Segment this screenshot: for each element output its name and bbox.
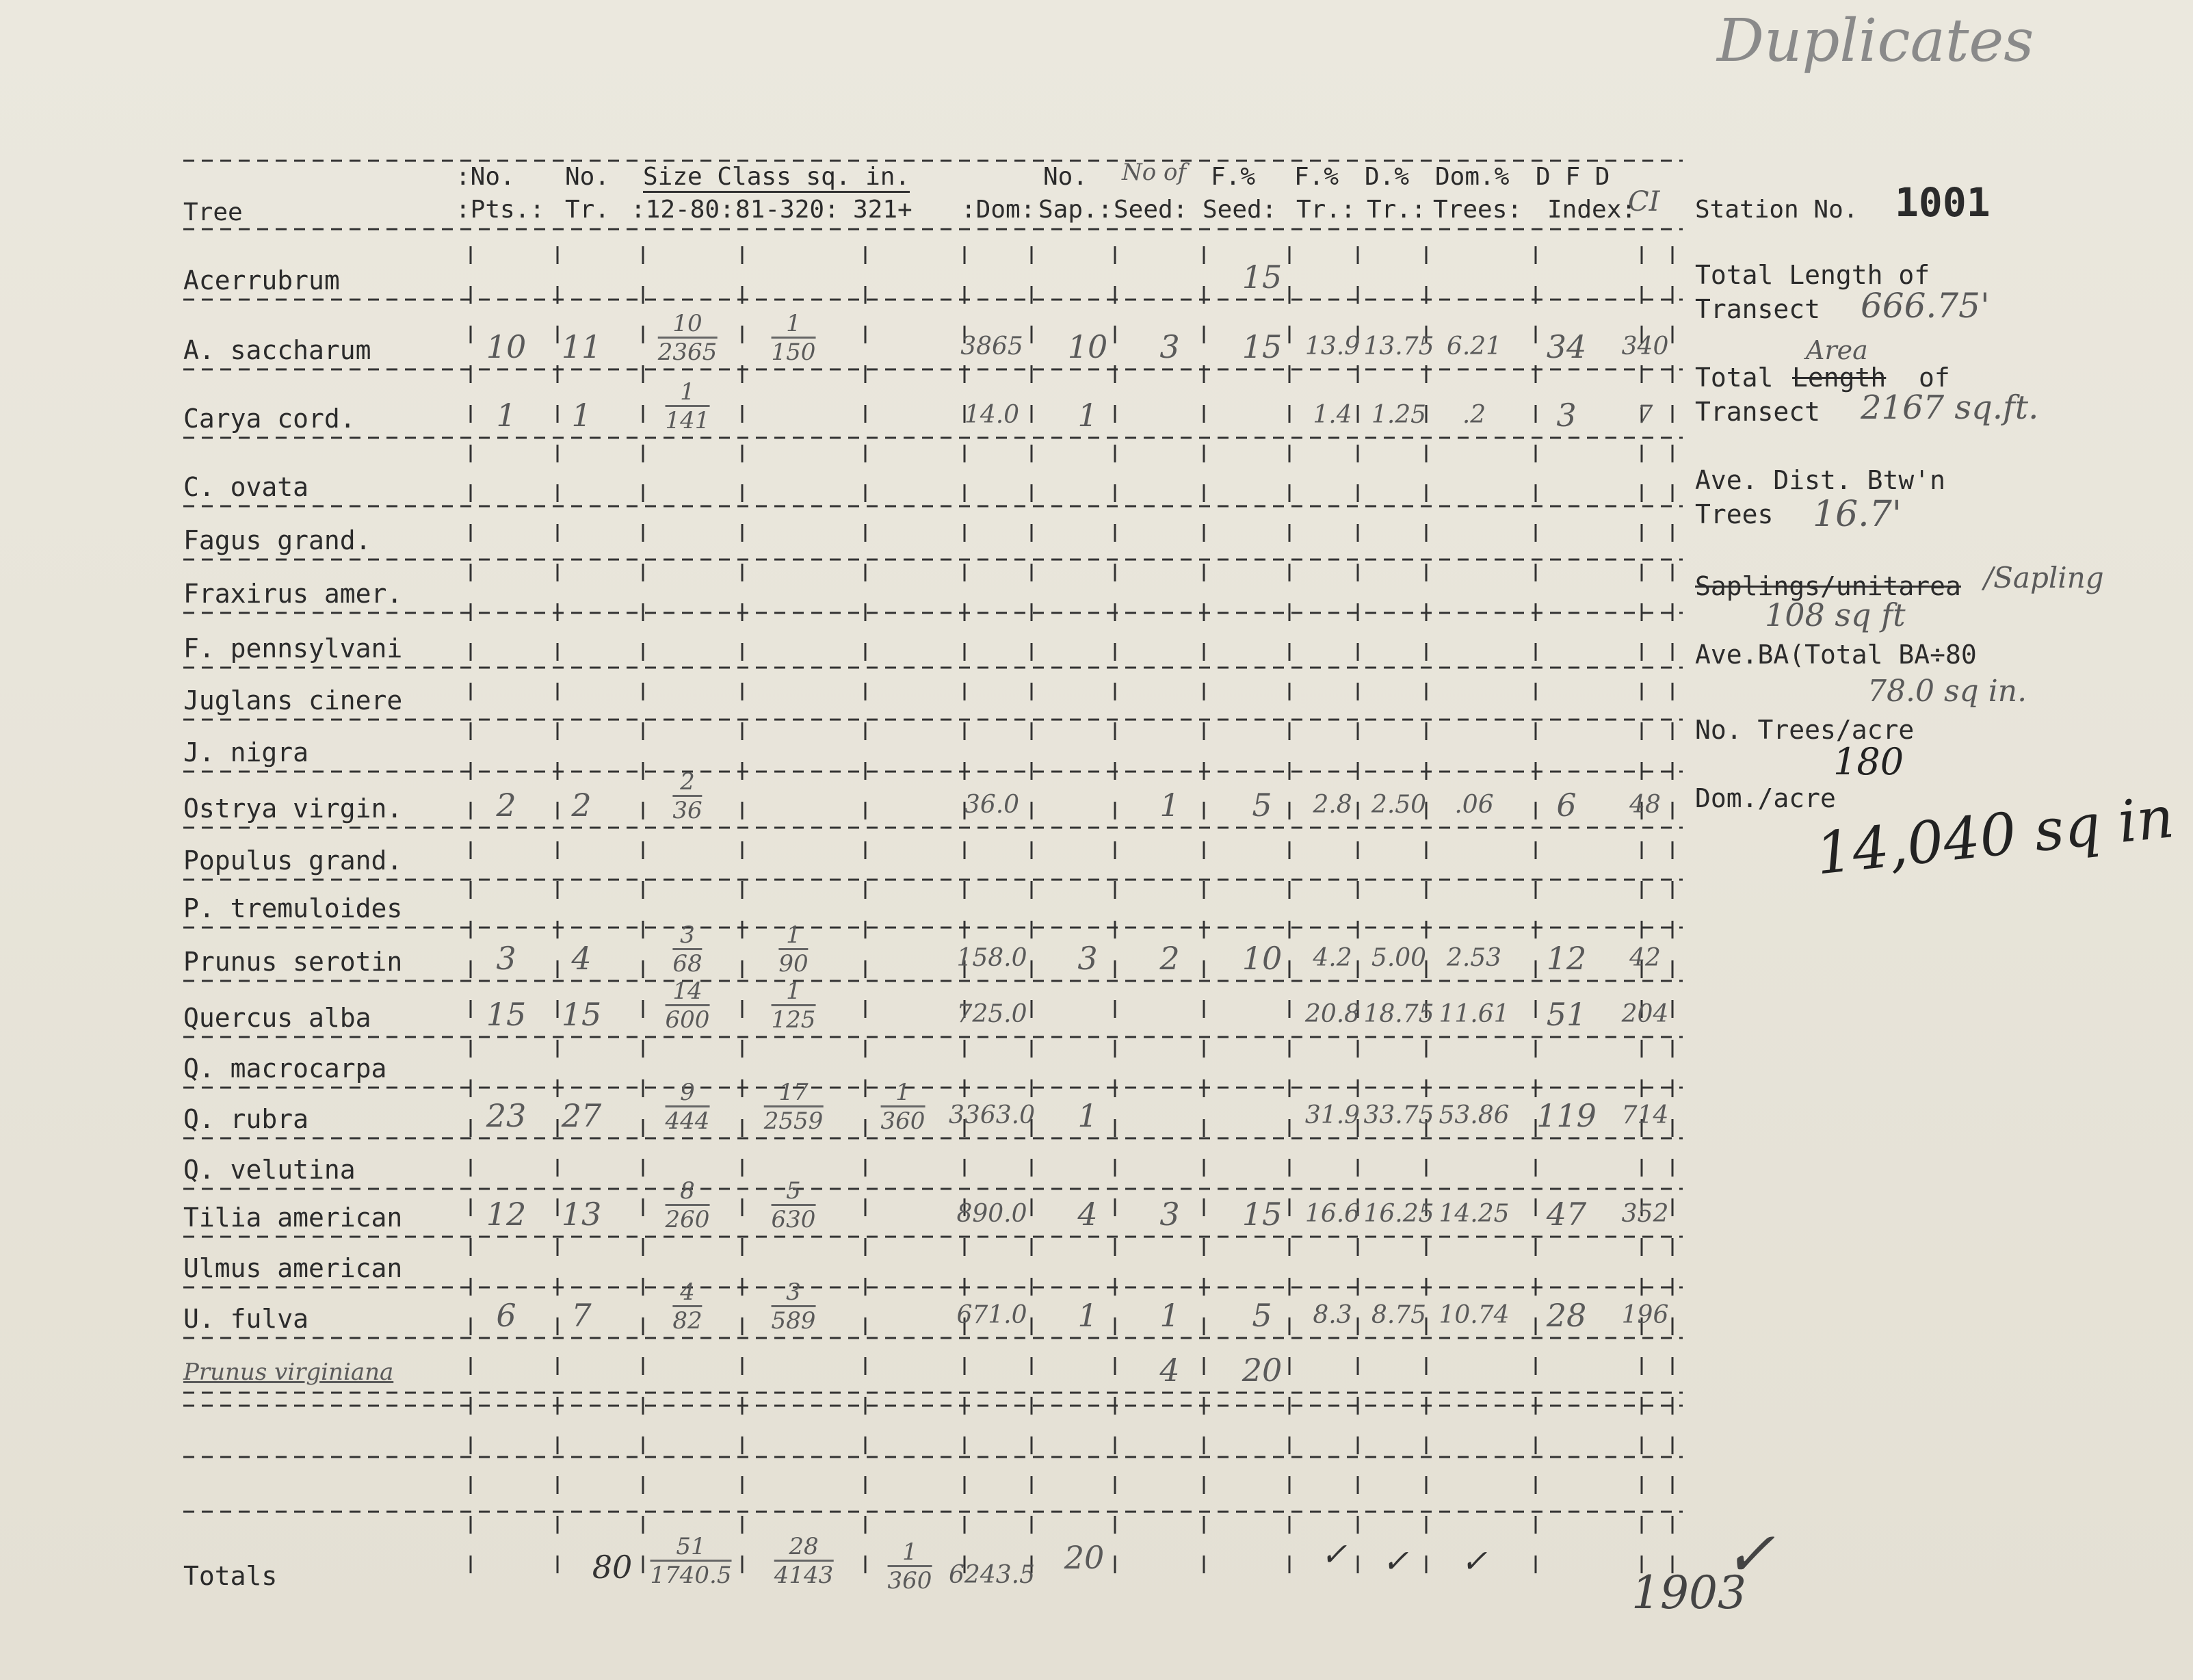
totals-bottom-check: ✓ xyxy=(1724,1519,1776,1590)
fraction-area: 150 xyxy=(771,339,816,366)
size-class-fraction xyxy=(772,1279,816,1335)
fraction-area: 36 xyxy=(672,797,702,824)
header-f-seed-1: F.% xyxy=(1211,163,1256,191)
row-label: Fraxirus amer. xyxy=(183,579,403,609)
size-class-fraction xyxy=(881,1079,925,1135)
fraction-count: 4 xyxy=(672,1279,702,1307)
totals-tr: 80 xyxy=(592,1549,633,1586)
cell-ci: 42 xyxy=(1629,944,1661,972)
cell-d-tr: 33.75 xyxy=(1363,1101,1434,1129)
row-label: P. tremuloides xyxy=(183,893,403,923)
header-f-seed-2: Seed: xyxy=(1203,196,1277,224)
header-dfd-2: Index: xyxy=(1547,196,1637,224)
row-label: J. nigra xyxy=(183,737,309,767)
cell-ci: 196 xyxy=(1621,1301,1669,1329)
cell-sap: 4 xyxy=(1077,1196,1098,1233)
fraction-area: 90 xyxy=(778,950,809,977)
trees-acre-value: 180 xyxy=(1833,740,1904,783)
area-label-struck: Length xyxy=(1792,363,1887,393)
cell-dom: 14.0 xyxy=(964,401,1020,429)
header-tree: Tree xyxy=(183,198,243,226)
cell-dom: 890.0 xyxy=(956,1200,1027,1228)
saplings-insert: /Sapling xyxy=(1984,561,2104,594)
cell-f-seed: 15 xyxy=(1242,1196,1283,1233)
header-dfd-1: D F D xyxy=(1536,163,1610,191)
header-d-tr-2: Tr.: xyxy=(1367,196,1426,224)
row-label: Populus grand. xyxy=(183,845,403,876)
fraction-count: 1 xyxy=(666,379,710,407)
area-label-2: of xyxy=(1919,363,1950,393)
row-label: Ulmus american xyxy=(183,1253,403,1283)
cell-sap: 10 xyxy=(1067,328,1108,365)
fraction-area: 82 xyxy=(672,1307,702,1335)
cell-f-tr: 13.9 xyxy=(1304,332,1361,360)
cell-dfd: 51 xyxy=(1546,996,1587,1033)
header-size-321: 321+ xyxy=(853,196,912,224)
cell-pts: 2 xyxy=(496,787,516,824)
cell-tr: 7 xyxy=(571,1297,592,1334)
row-label: Carya cord. xyxy=(183,404,356,434)
cell-dfd: 119 xyxy=(1536,1097,1597,1134)
cell-d-tr: 16.25 xyxy=(1363,1200,1434,1228)
header-tr-2: Tr. xyxy=(565,196,610,224)
cell-d-tr: 1.25 xyxy=(1371,401,1427,429)
totals-s3-area: 360 xyxy=(887,1567,932,1594)
header-sap-2: Sap.: xyxy=(1038,196,1113,224)
totals-size-small xyxy=(651,1534,732,1589)
header-dom-pct-1: Dom.% xyxy=(1435,163,1510,191)
cell-f-seed: 5 xyxy=(1252,1297,1272,1334)
totals-check-dom: ✓ xyxy=(1460,1543,1488,1579)
totals-size-medium xyxy=(774,1534,834,1589)
row-label: Tilia american xyxy=(183,1203,403,1233)
totals-label: Totals xyxy=(183,1561,278,1591)
cell-dfd: 28 xyxy=(1546,1297,1587,1334)
fraction-count: 10 xyxy=(658,311,718,339)
cell-seed-no: 1 xyxy=(1159,1297,1180,1334)
totals-check-d: ✓ xyxy=(1382,1543,1409,1579)
cell-tr: 2 xyxy=(571,787,592,824)
cell-ci: 352 xyxy=(1621,1200,1669,1228)
saplings-value: 108 sq ft xyxy=(1765,596,1906,633)
fraction-area: 125 xyxy=(771,1006,816,1034)
cell-pts: 15 xyxy=(486,996,527,1033)
cell-tr: 11 xyxy=(561,328,602,365)
cell-ci: 7 xyxy=(1637,401,1653,429)
cell-dfd: 3 xyxy=(1556,397,1577,434)
size-class-fraction xyxy=(672,1279,702,1335)
fraction-count: 1 xyxy=(772,311,816,339)
header-pts-2: :Pts.: xyxy=(456,196,545,224)
fraction-area: 260 xyxy=(665,1206,710,1233)
row-label: Juglans cinere xyxy=(183,685,403,716)
cell-f-seed: 15 xyxy=(1242,328,1283,365)
fraction-area: 2559 xyxy=(763,1107,824,1135)
fraction-count: 9 xyxy=(666,1079,710,1107)
size-class-fraction xyxy=(658,311,718,366)
cell-tr: 4 xyxy=(571,940,592,977)
totals-bottom-note: 1903 xyxy=(1631,1566,1746,1619)
size-class-fraction xyxy=(666,379,710,434)
cell-dom-pct: 14.25 xyxy=(1439,1200,1510,1228)
cell-dom: 671.0 xyxy=(956,1301,1027,1329)
fraction-count: 2 xyxy=(672,769,702,797)
fraction-count: 1 xyxy=(772,978,816,1006)
header-ci: CI xyxy=(1628,186,1660,218)
ave-ba-value: 78.0 sq in. xyxy=(1867,674,2027,709)
cell-tr: 13 xyxy=(561,1196,602,1233)
duplicates-annotation: Duplicates xyxy=(1717,7,2034,75)
cell-ci: 714 xyxy=(1621,1101,1669,1129)
area-label-1: Total xyxy=(1695,363,1774,393)
cell-f-tr: 4.2 xyxy=(1313,944,1352,972)
station-number: 1001 xyxy=(1895,179,1991,226)
fraction-count: 17 xyxy=(764,1079,824,1107)
cell-dom-pct: 10.74 xyxy=(1439,1301,1510,1329)
cell-sap: 1 xyxy=(1077,397,1098,434)
dom-acre-value: 14,040 sq in xyxy=(1813,783,2177,888)
totals-dom: 6243.5 xyxy=(949,1561,1035,1589)
cell-tr: 27 xyxy=(561,1097,602,1134)
cell-dom-pct: .2 xyxy=(1462,401,1486,429)
size-class-fraction xyxy=(772,1178,816,1233)
total-length-label-1: Total Length of xyxy=(1695,260,1930,290)
row-label: Ostrya virgin. xyxy=(183,793,403,824)
cell-d-tr: 5.00 xyxy=(1371,944,1427,972)
cell-pts: 1 xyxy=(496,397,516,434)
size-class-fraction xyxy=(666,1178,710,1233)
cell-ci: 48 xyxy=(1629,791,1661,819)
row-label: A. saccharum xyxy=(183,335,371,365)
cell-tr: 1 xyxy=(571,397,592,434)
header-pts-1: :No. xyxy=(456,163,515,191)
area-insert: Area xyxy=(1806,335,1868,365)
ave-dist-label-2: Trees xyxy=(1695,499,1774,529)
cell-f-seed: 15 xyxy=(1242,259,1283,296)
cell-pts: 6 xyxy=(496,1297,516,1334)
header-seed-no-2: Seed: xyxy=(1114,196,1188,224)
station-label: Station No. xyxy=(1695,196,1859,224)
header-f-tr-1: F.% xyxy=(1294,163,1339,191)
header-dom: :Dom: xyxy=(961,196,1036,224)
ave-dist-value: 16.7' xyxy=(1813,494,1902,535)
row-label: Prunus virginiana xyxy=(183,1359,394,1386)
size-class-fraction xyxy=(672,922,702,977)
cell-dfd: 47 xyxy=(1546,1196,1587,1233)
totals-sap: 20 xyxy=(1064,1539,1105,1576)
totals-check-f: ✓ xyxy=(1320,1536,1348,1573)
cell-sap: 1 xyxy=(1077,1297,1098,1334)
header-seed-no-1: No of xyxy=(1122,159,1187,186)
cell-pts: 23 xyxy=(486,1097,527,1134)
totals-s2-area: 4143 xyxy=(774,1562,834,1589)
fraction-area: 2365 xyxy=(657,339,718,366)
saplings-label: Saplings/unitarea xyxy=(1695,571,1961,601)
cell-dom: 725.0 xyxy=(956,1000,1027,1028)
total-length-value: 666.75' xyxy=(1861,286,1990,326)
row-label: C. ovata xyxy=(183,472,309,502)
cell-d-tr: 18.75 xyxy=(1363,1000,1434,1028)
fraction-area: 444 xyxy=(665,1107,710,1135)
cell-dfd: 34 xyxy=(1546,328,1587,365)
fraction-area: 360 xyxy=(880,1107,925,1135)
cell-f-tr: 16.6 xyxy=(1304,1200,1361,1228)
cell-d-tr: 8.75 xyxy=(1371,1301,1427,1329)
header-dom-pct-2: Trees: xyxy=(1433,196,1523,224)
size-class-fraction xyxy=(672,769,702,824)
cell-f-tr: 2.8 xyxy=(1313,791,1352,819)
header-tr-1: No. xyxy=(565,163,610,191)
fraction-area: 589 xyxy=(771,1307,816,1335)
fraction-count: 3 xyxy=(672,922,702,950)
cell-dom: 3363.0 xyxy=(949,1101,1035,1129)
cell-sap: 1 xyxy=(1077,1097,1098,1134)
cell-ci: 340 xyxy=(1621,332,1669,360)
header-size-81-320: 81-320: xyxy=(735,196,839,224)
cell-dom-pct: 2.53 xyxy=(1446,944,1502,972)
size-class-fraction xyxy=(772,978,816,1034)
cell-pts: 12 xyxy=(486,1196,527,1233)
row-label: Quercus alba xyxy=(183,1003,371,1033)
cell-f-tr: 1.4 xyxy=(1313,401,1352,429)
cell-seed-no: 3 xyxy=(1159,1196,1180,1233)
cell-f-seed: 20 xyxy=(1242,1352,1283,1389)
row-label: F. pennsylvani xyxy=(183,633,403,664)
size-class-fraction xyxy=(764,1079,824,1135)
row-label: Q. velutina xyxy=(183,1155,356,1185)
area-label-3: Transect xyxy=(1695,397,1821,427)
cell-sap: 3 xyxy=(1077,940,1098,977)
cell-d-tr: 13.75 xyxy=(1363,332,1434,360)
size-class-fraction xyxy=(666,978,710,1034)
size-class-fraction xyxy=(778,922,808,977)
ave-ba-label: Ave.BA(Total BA÷80 xyxy=(1695,640,1977,670)
row-label: Fagus grand. xyxy=(183,525,371,555)
cell-f-seed: 5 xyxy=(1252,787,1272,824)
ave-dist-label-1: Ave. Dist. Btw'n xyxy=(1695,465,1946,495)
fraction-area: 141 xyxy=(665,407,710,434)
size-class-fraction xyxy=(666,1079,710,1135)
cell-f-seed: 10 xyxy=(1242,940,1283,977)
cell-dom: 36.0 xyxy=(964,791,1020,819)
header-d-tr-1: D.% xyxy=(1365,163,1410,191)
cell-d-tr: 2.50 xyxy=(1371,791,1427,819)
totals-s1-area: 1740.5 xyxy=(650,1562,732,1589)
cell-dom-pct: .06 xyxy=(1454,791,1494,819)
totals-s2-count: 28 xyxy=(774,1534,834,1562)
header-f-tr-2: Tr.: xyxy=(1296,196,1356,224)
cell-pts: 10 xyxy=(486,328,527,365)
cell-seed-no: 2 xyxy=(1159,940,1180,977)
cell-dom-pct: 53.86 xyxy=(1439,1101,1510,1129)
total-length-label-2: Transect xyxy=(1695,294,1821,324)
cell-dom-pct: 11.61 xyxy=(1439,1000,1510,1028)
fraction-count: 14 xyxy=(666,978,710,1006)
size-class-fraction xyxy=(772,311,816,366)
row-label: Prunus serotin xyxy=(183,947,403,977)
fraction-count: 1 xyxy=(778,922,808,950)
cell-dom: 3865 xyxy=(960,332,1023,360)
totals-s3-count: 1 xyxy=(888,1539,932,1567)
totals-size-large xyxy=(888,1539,932,1594)
cell-f-tr: 20.8 xyxy=(1304,1000,1361,1028)
cell-tr: 15 xyxy=(561,996,602,1033)
cell-seed-no: 1 xyxy=(1159,787,1180,824)
header-size-12-80: :12-80: xyxy=(631,196,735,224)
fraction-count: 3 xyxy=(772,1279,816,1307)
totals-s1-count: 51 xyxy=(651,1534,732,1562)
header-size-class: Size Class sq. in. xyxy=(643,163,910,193)
area-value: 2167 sq.ft. xyxy=(1861,389,2039,427)
fraction-count: 1 xyxy=(881,1079,925,1107)
row-label: Acerrubrum xyxy=(183,265,340,296)
cell-seed-no: 3 xyxy=(1159,328,1180,365)
cell-f-tr: 8.3 xyxy=(1313,1301,1352,1329)
row-label: Q. macrocarpa xyxy=(183,1053,387,1084)
cell-dom-pct: 6.21 xyxy=(1446,332,1502,360)
cell-dfd: 12 xyxy=(1546,940,1587,977)
cell-dom: 158.0 xyxy=(956,944,1027,972)
cell-dfd: 6 xyxy=(1556,787,1577,824)
row-label: U. fulva xyxy=(183,1304,309,1334)
cell-pts: 3 xyxy=(496,940,516,977)
cell-seed-no: 4 xyxy=(1159,1352,1180,1389)
fraction-area: 600 xyxy=(665,1006,710,1034)
fraction-area: 630 xyxy=(771,1206,816,1233)
trees-acre-label: No. Trees/acre xyxy=(1695,715,1915,745)
dom-acre-label: Dom./acre xyxy=(1695,783,1836,813)
header-sap-1: No. xyxy=(1043,163,1088,191)
fraction-count: 5 xyxy=(772,1178,816,1206)
cell-f-tr: 31.9 xyxy=(1304,1101,1361,1129)
cell-ci: 204 xyxy=(1621,1000,1669,1028)
fraction-count: 8 xyxy=(666,1178,710,1206)
row-label: Q. rubra xyxy=(183,1104,309,1134)
fraction-area: 68 xyxy=(672,950,702,977)
